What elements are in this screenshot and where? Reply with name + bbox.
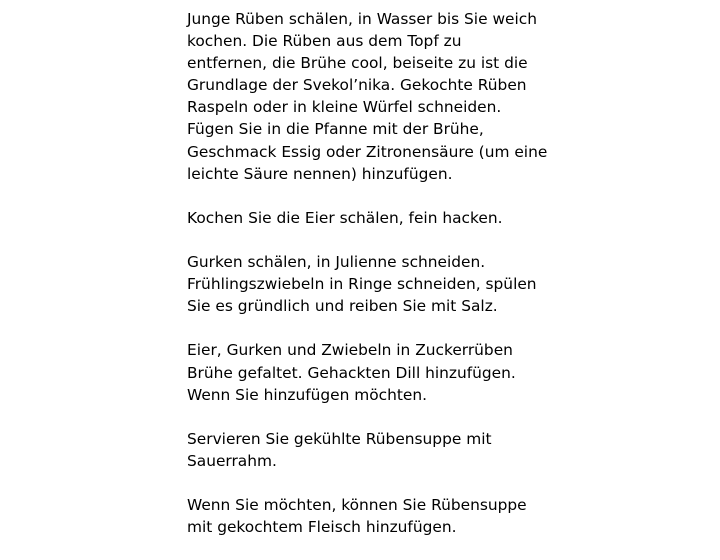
- paragraph-beet-preparation: [187, 8, 547, 185]
- paragraph-cucumbers-onions: [187, 251, 547, 317]
- paragraph-eggs: [187, 207, 547, 229]
- text-line: Gurken schälen, in Julienne schneiden.: [187, 253, 486, 272]
- text-line: Raspeln oder in kleine Würfel schneiden.: [187, 98, 502, 117]
- text-line: mit gekochtem Fleisch hinzufügen.: [187, 518, 457, 537]
- text-line: Fügen Sie in die Pfanne mit der Brühe,: [187, 120, 484, 139]
- text-line: Frühlingszwiebeln in Ringe schneiden, spülen: [187, 275, 537, 294]
- text-line: Grundlage der Svekol’nika. Gekochte Rüben: [187, 76, 527, 95]
- paragraph-combine: [187, 339, 547, 405]
- text-line: leichte Säure nennen) hinzufügen.: [187, 164, 453, 183]
- recipe-text: [187, 8, 547, 560]
- text-line: Kochen Sie die Eier schälen, fein hacken.: [187, 208, 503, 227]
- text-line: Wenn Sie möchten, können Sie Rübensuppe: [187, 496, 527, 515]
- paragraph-optional-meat: [187, 494, 547, 538]
- text-line: Sie es gründlich und reiben Sie mit Salz.: [187, 297, 498, 316]
- paragraph-serve: [187, 428, 547, 472]
- text-line: Sauerrahm.: [187, 451, 277, 470]
- text-line: Servieren Sie gekühlte Rübensuppe mit: [187, 429, 492, 448]
- text-line: Wenn Sie hinzufügen möchten.: [187, 385, 428, 404]
- text-line: entfernen, die Brühe cool, beiseite zu ist die: [187, 54, 528, 73]
- text-line: Brühe gefaltet. Gehackten Dill hinzufügen.: [187, 363, 516, 382]
- text-line: kochen. Die Rüben aus dem Topf zu: [187, 32, 462, 51]
- text-line: Geschmack Essig oder Zitronensäure (um eine: [187, 142, 548, 161]
- text-line: Junge Rüben schälen, in Wasser bis Sie weich: [187, 10, 537, 28]
- text-line: Eier, Gurken und Zwiebeln in Zuckerrüben: [187, 341, 513, 360]
